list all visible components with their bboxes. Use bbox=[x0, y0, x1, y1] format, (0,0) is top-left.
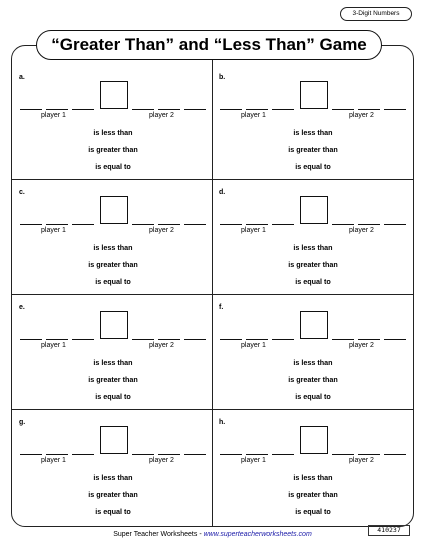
choice-greater-than[interactable]: is greater than bbox=[88, 145, 138, 154]
grade-tag: 3-Digit Numbers bbox=[340, 7, 412, 21]
comparison-box[interactable] bbox=[100, 426, 128, 454]
problem-letter: b. bbox=[219, 74, 226, 81]
comparison-box[interactable] bbox=[300, 81, 328, 109]
choice-equal-to[interactable]: is equal to bbox=[295, 277, 331, 286]
player-2-label: player 2 bbox=[149, 227, 174, 234]
digit-blank[interactable] bbox=[384, 454, 406, 455]
player-2-label: player 2 bbox=[349, 457, 374, 464]
digit-blank[interactable] bbox=[158, 224, 180, 225]
choice-greater-than[interactable]: is greater than bbox=[88, 260, 138, 269]
digit-blank[interactable] bbox=[132, 224, 154, 225]
digit-blank[interactable] bbox=[358, 224, 380, 225]
comparison-box[interactable] bbox=[100, 311, 128, 339]
footer-brand: Super Teacher Worksheets bbox=[113, 531, 198, 538]
choice-greater-than[interactable]: is greater than bbox=[88, 375, 138, 384]
digit-blank[interactable] bbox=[272, 339, 294, 340]
problem-cell bbox=[13, 409, 213, 523]
choice-greater-than[interactable]: is greater than bbox=[88, 490, 138, 499]
footer-separator: - bbox=[197, 531, 204, 538]
digit-blank[interactable] bbox=[72, 109, 94, 110]
digit-blank[interactable] bbox=[20, 109, 42, 110]
digit-blank[interactable] bbox=[246, 109, 268, 110]
player-2-label: player 2 bbox=[349, 342, 374, 349]
choice-greater-than[interactable]: is greater than bbox=[288, 145, 338, 154]
choice-less-than[interactable]: is less than bbox=[293, 473, 333, 482]
digit-blank[interactable] bbox=[246, 454, 268, 455]
digit-blank[interactable] bbox=[72, 454, 94, 455]
problem-letter: h. bbox=[219, 419, 226, 426]
problem-cell bbox=[13, 294, 213, 408]
problem-cell bbox=[213, 294, 413, 408]
digit-blank[interactable] bbox=[220, 454, 242, 455]
digit-blank[interactable] bbox=[272, 109, 294, 110]
problem-letter: f. bbox=[219, 304, 224, 311]
digit-blank[interactable] bbox=[272, 224, 294, 225]
footer bbox=[0, 531, 425, 538]
digit-blank[interactable] bbox=[46, 109, 68, 110]
player-1-label: player 1 bbox=[41, 227, 66, 234]
digit-blank[interactable] bbox=[384, 339, 406, 340]
choice-less-than[interactable]: is less than bbox=[93, 128, 133, 137]
digit-blank[interactable] bbox=[132, 109, 154, 110]
digit-blank[interactable] bbox=[384, 109, 406, 110]
footer-url[interactable]: www.superteacherworksheets.com bbox=[203, 531, 312, 538]
choice-equal-to[interactable]: is equal to bbox=[95, 507, 131, 516]
problem-cell bbox=[13, 64, 213, 178]
digit-blank[interactable] bbox=[132, 454, 154, 455]
comparison-box[interactable] bbox=[100, 196, 128, 224]
choice-less-than[interactable]: is less than bbox=[293, 243, 333, 252]
digit-blank[interactable] bbox=[332, 454, 354, 455]
player-1-label: player 1 bbox=[241, 342, 266, 349]
digit-blank[interactable] bbox=[332, 224, 354, 225]
player-2-label: player 2 bbox=[149, 112, 174, 119]
player-2-label: player 2 bbox=[349, 227, 374, 234]
problem-letter: d. bbox=[219, 189, 226, 196]
choice-less-than[interactable]: is less than bbox=[93, 473, 133, 482]
digit-blank[interactable] bbox=[332, 339, 354, 340]
digit-blank[interactable] bbox=[246, 224, 268, 225]
digit-blank[interactable] bbox=[132, 339, 154, 340]
choice-less-than[interactable]: is less than bbox=[93, 243, 133, 252]
digit-blank[interactable] bbox=[358, 109, 380, 110]
problem-cell bbox=[213, 64, 413, 178]
digit-blank[interactable] bbox=[384, 224, 406, 225]
digit-blank[interactable] bbox=[358, 454, 380, 455]
player-1-label: player 1 bbox=[241, 227, 266, 234]
digit-blank[interactable] bbox=[220, 109, 242, 110]
choice-equal-to[interactable]: is equal to bbox=[295, 392, 331, 401]
digit-blank[interactable] bbox=[46, 224, 68, 225]
choice-less-than[interactable]: is less than bbox=[293, 358, 333, 367]
comparison-box[interactable] bbox=[300, 311, 328, 339]
choice-greater-than[interactable]: is greater than bbox=[288, 375, 338, 384]
digit-blank[interactable] bbox=[332, 109, 354, 110]
digit-blank[interactable] bbox=[220, 339, 242, 340]
digit-blank[interactable] bbox=[72, 339, 94, 340]
choice-equal-to[interactable]: is equal to bbox=[295, 507, 331, 516]
player-1-label: player 1 bbox=[241, 457, 266, 464]
player-2-label: player 2 bbox=[149, 342, 174, 349]
digit-blank[interactable] bbox=[46, 339, 68, 340]
problem-cell bbox=[13, 179, 213, 293]
choice-equal-to[interactable]: is equal to bbox=[95, 162, 131, 171]
digit-blank[interactable] bbox=[158, 454, 180, 455]
digit-blank[interactable] bbox=[20, 224, 42, 225]
digit-blank[interactable] bbox=[246, 339, 268, 340]
comparison-box[interactable] bbox=[300, 426, 328, 454]
choice-greater-than[interactable]: is greater than bbox=[288, 260, 338, 269]
player-1-label: player 1 bbox=[241, 112, 266, 119]
problem-cell bbox=[213, 409, 413, 523]
digit-blank[interactable] bbox=[184, 339, 206, 340]
digit-blank[interactable] bbox=[158, 109, 180, 110]
player-1-label: player 1 bbox=[41, 342, 66, 349]
digit-blank[interactable] bbox=[220, 224, 242, 225]
player-1-label: player 1 bbox=[41, 112, 66, 119]
comparison-box[interactable] bbox=[300, 196, 328, 224]
digit-blank[interactable] bbox=[72, 224, 94, 225]
digit-blank[interactable] bbox=[184, 454, 206, 455]
digit-blank[interactable] bbox=[20, 339, 42, 340]
digit-blank[interactable] bbox=[272, 454, 294, 455]
problem-cell bbox=[213, 179, 413, 293]
choice-equal-to[interactable]: is equal to bbox=[95, 392, 131, 401]
comparison-box[interactable] bbox=[100, 81, 128, 109]
digit-blank[interactable] bbox=[46, 454, 68, 455]
digit-blank[interactable] bbox=[184, 109, 206, 110]
problem-letter: a. bbox=[19, 74, 25, 81]
worksheet-title: “Greater Than” and “Less Than” Game bbox=[36, 30, 382, 60]
choice-less-than[interactable]: is less than bbox=[293, 128, 333, 137]
player-2-label: player 2 bbox=[349, 112, 374, 119]
digit-blank[interactable] bbox=[158, 339, 180, 340]
worksheet-code: 410237 bbox=[368, 525, 410, 536]
player-1-label: player 1 bbox=[41, 457, 66, 464]
problem-letter: e. bbox=[19, 304, 25, 311]
problem-letter: g. bbox=[19, 419, 26, 426]
digit-blank[interactable] bbox=[184, 224, 206, 225]
choice-less-than[interactable]: is less than bbox=[93, 358, 133, 367]
digit-blank[interactable] bbox=[358, 339, 380, 340]
choice-greater-than[interactable]: is greater than bbox=[288, 490, 338, 499]
digit-blank[interactable] bbox=[20, 454, 42, 455]
choice-equal-to[interactable]: is equal to bbox=[95, 277, 131, 286]
choice-equal-to[interactable]: is equal to bbox=[295, 162, 331, 171]
problem-letter: c. bbox=[19, 189, 25, 196]
player-2-label: player 2 bbox=[149, 457, 174, 464]
